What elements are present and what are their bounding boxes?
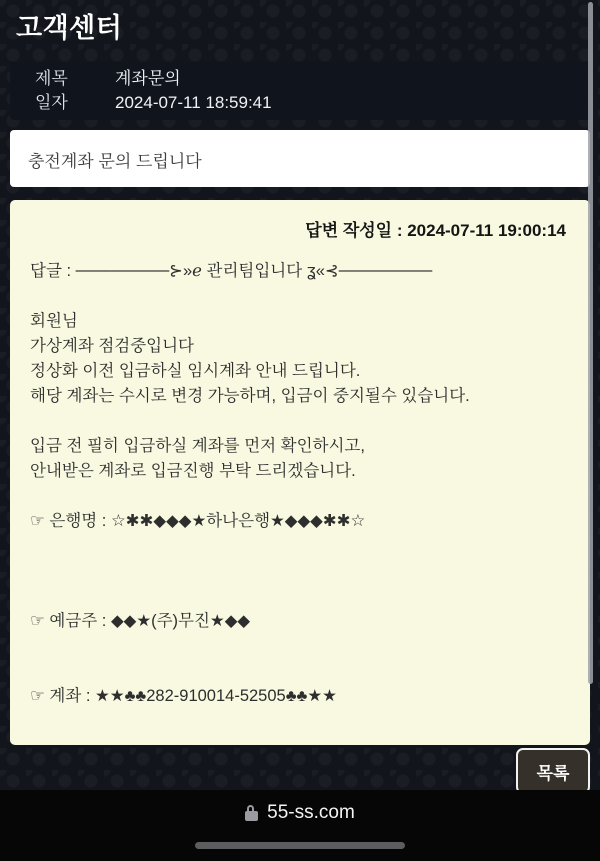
- reply-box: [10, 200, 590, 745]
- home-indicator[interactable]: [195, 842, 405, 849]
- reply-heading: 답글 : ────────⊱»ℯ 관리팀입니다 ʓ«⊰────────: [30, 262, 433, 280]
- page-title: 고객센터: [16, 13, 123, 43]
- inquiry-date-row: [35, 91, 590, 115]
- reply-line: ☞ 계좌 : ★★♣♣282-910014-52505♣♣★★: [30, 687, 337, 705]
- address-bar[interactable]: [0, 802, 600, 824]
- reply-line: 회원님: [30, 312, 78, 330]
- browser-bottom-bar: [0, 790, 600, 861]
- reply-line: 가상계좌 점검중입니다: [30, 337, 194, 355]
- inquiry-info-box: [10, 62, 590, 120]
- reply-line: 입금 전 필히 입금하실 계좌를 먼저 확인하시고,: [30, 437, 365, 455]
- lock-icon: [245, 811, 258, 821]
- reply-written-date: 답변 작성일 : 2024-07-11 19:00:14: [305, 221, 566, 240]
- inquiry-question-text: 충전계좌 문의 드립니다: [28, 152, 202, 171]
- reply-line: ☞ 예금주 : ◆◆★(주)무진★◆◆: [30, 612, 251, 630]
- reply-body: [30, 284, 566, 709]
- inquiry-date-label: 일자: [35, 93, 68, 112]
- reply-line: [30, 559, 566, 584]
- reply-line: [30, 634, 566, 659]
- reply-line: [30, 534, 566, 559]
- inquiry-title-label: 제목: [35, 69, 68, 88]
- scrollbar[interactable]: [588, 2, 593, 684]
- inquiry-title-value: 계좌문의: [115, 69, 181, 88]
- reply-line: 해당 계좌는 수시로 변경 가능하며, 입금이 중지될수 있습니다.: [30, 387, 470, 405]
- reply-line: [30, 484, 566, 509]
- reply-line: 안내받은 계좌로 입금진행 부탁 드리겠습니다.: [30, 462, 356, 480]
- inquiry-question-box: [10, 130, 590, 187]
- url-text: 55-ss.com: [267, 802, 355, 823]
- reply-line: [30, 659, 566, 684]
- list-button[interactable]: 목록: [516, 748, 590, 794]
- reply-line: [30, 409, 566, 434]
- inquiry-title-row: [35, 67, 590, 91]
- reply-line: [30, 284, 566, 309]
- reply-line: ☞ 은행명 : ☆✱✱◆◆◆★하나은행★◆◆◆✱✱☆: [30, 512, 366, 530]
- inquiry-date-value: 2024-07-11 18:59:41: [115, 93, 272, 112]
- reply-line: 정상화 이전 입금하실 임시계좌 안내 드립니다.: [30, 362, 361, 380]
- reply-line: [30, 584, 566, 609]
